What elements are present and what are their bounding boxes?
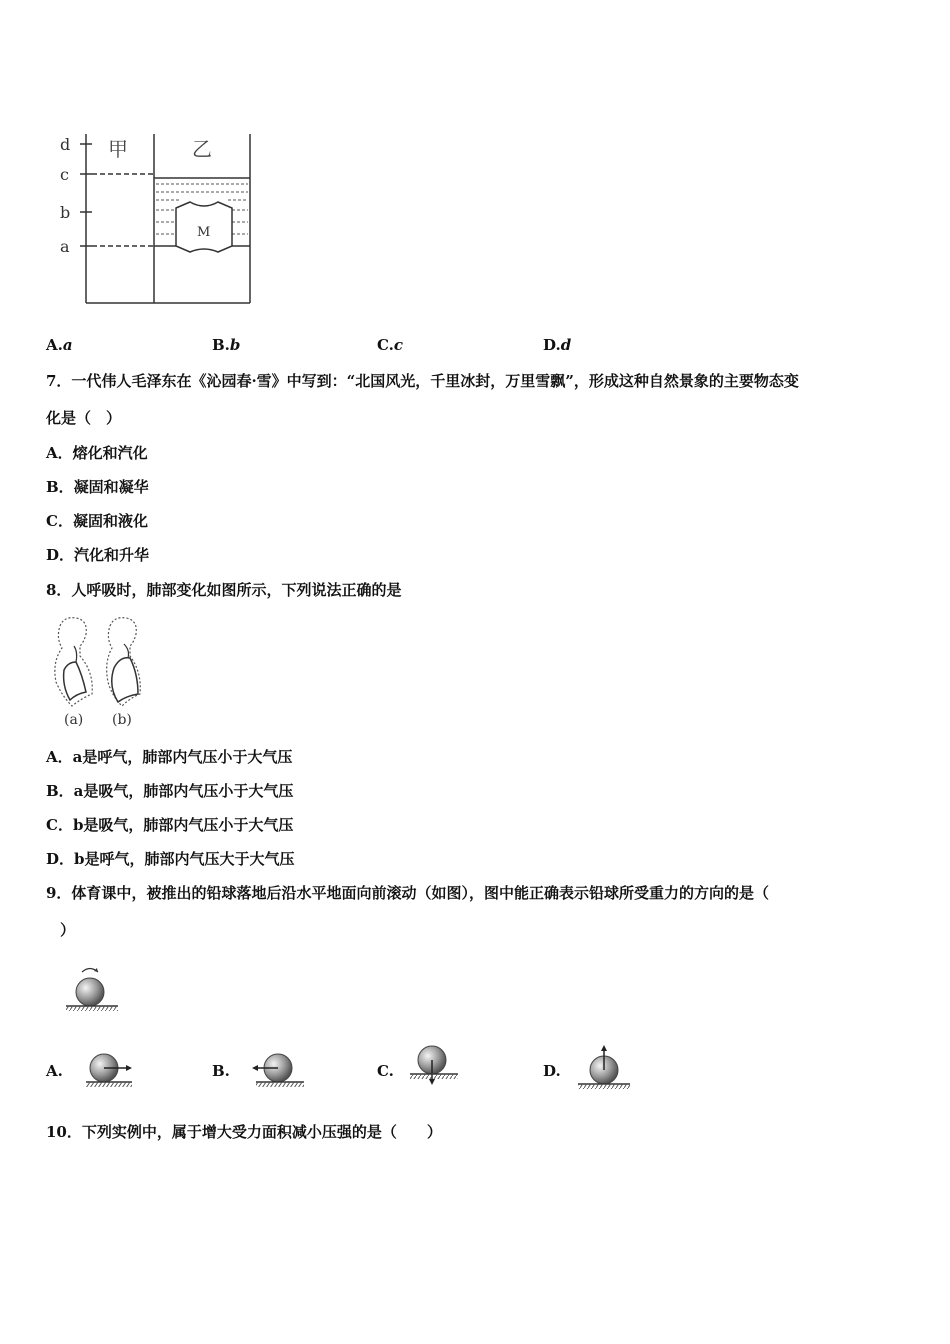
lung-label-a: (a) bbox=[64, 712, 84, 728]
lung-figure bbox=[46, 612, 156, 732]
vessel-label-left: 甲 bbox=[108, 137, 128, 161]
q6-option-d: D.d bbox=[543, 336, 572, 354]
axis-label-d: d bbox=[60, 135, 71, 154]
q7-stem-line2: 化是（ ） bbox=[46, 409, 122, 427]
axis-label-a: a bbox=[60, 237, 70, 256]
q6-option-c: C.c bbox=[377, 336, 404, 354]
q9-option-d-figure bbox=[572, 1040, 634, 1094]
q8-stem: 8．人呼吸时，肺部变化如图所示，下列说法正确的是 bbox=[46, 581, 402, 599]
q8-option-c: C．b是吸气，肺部内气压小于大气压 bbox=[46, 816, 294, 834]
q9-stem-line2: ） bbox=[60, 921, 76, 939]
q7-option-b: B．凝固和凝华 bbox=[46, 478, 149, 496]
vessel-label-right: 乙 bbox=[192, 137, 212, 161]
q9-option-d-label: D. bbox=[543, 1062, 561, 1080]
q8-option-d: D．b是呼气，肺部内气压大于大气压 bbox=[46, 850, 295, 868]
block-label: M bbox=[197, 225, 211, 240]
rolling-ball-figure bbox=[62, 962, 122, 1014]
q6-option-a: A.a bbox=[46, 336, 73, 354]
q8-option-b: B．a是吸气，肺部内气压小于大气压 bbox=[46, 782, 294, 800]
q9-stem-line1: 9．体育课中，被推出的铅球落地后沿水平地面向前滚动（如图），图中能正确表示铅球所受重力的方向的是（ bbox=[46, 884, 769, 902]
axis-label-c: c bbox=[60, 165, 69, 184]
q9-option-a-figure bbox=[82, 1046, 138, 1092]
axis-label-b: b bbox=[60, 203, 71, 222]
q7-option-a: A．熔化和汽化 bbox=[46, 444, 148, 462]
q9-option-b-label: B. bbox=[212, 1062, 230, 1080]
q10-stem: 10．下列实例中，属于增大受力面积减小压强的是（ ） bbox=[46, 1123, 442, 1141]
q9-option-b-figure bbox=[246, 1046, 308, 1092]
q9-option-a-label: A. bbox=[46, 1062, 63, 1080]
q7-option-c: C．凝固和液化 bbox=[46, 512, 148, 530]
container-figure bbox=[50, 128, 260, 308]
q7-stem-line1: 7．一代伟人毛泽东在《沁园春·雪》中写到：“北国风光，千里冰封，万里雪飘”，形成这种自然景象的主要物态变 bbox=[46, 372, 799, 390]
q8-option-a: A．a是呼气，肺部内气压小于大气压 bbox=[46, 748, 293, 766]
q6-option-b: B.b bbox=[212, 336, 241, 354]
q7-option-d: D．汽化和升华 bbox=[46, 546, 150, 564]
q9-option-c-label: C. bbox=[377, 1062, 394, 1080]
lung-label-b: (b) bbox=[112, 712, 132, 728]
q9-option-c-figure bbox=[404, 1040, 462, 1090]
